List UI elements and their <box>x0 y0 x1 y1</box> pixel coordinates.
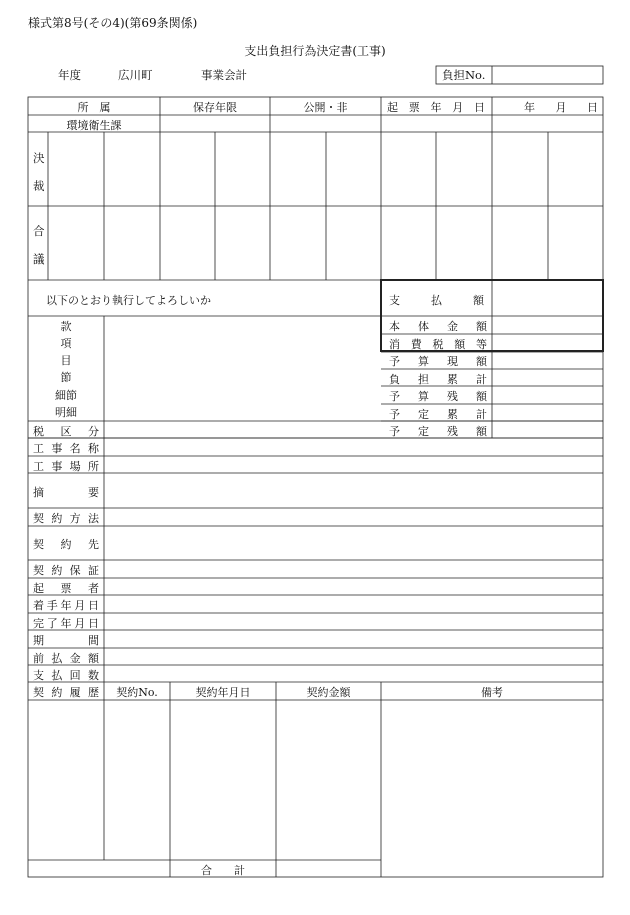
payment-count-label-char: 数 <box>87 669 99 682</box>
body-amount-label-char: 体 <box>418 320 429 333</box>
completion-date-label <box>33 615 99 631</box>
contract-history-label <box>33 684 99 700</box>
drafter-label-char: 者 <box>88 582 99 595</box>
period-label-char: 期 <box>33 634 44 647</box>
draft-date-header-char: 年 <box>430 101 442 114</box>
budget-current-label-char: 予 <box>389 355 400 368</box>
contractor-label <box>33 536 99 552</box>
start-date-label-char: 月 <box>74 599 86 612</box>
budget-current-label <box>389 353 487 369</box>
period-label-char: 間 <box>88 634 99 647</box>
consultation-label: 合 <box>33 224 45 238</box>
contract-method-label-char: 法 <box>87 512 99 525</box>
start-date-label-char: 年 <box>60 599 72 612</box>
contract-method-label-char: 約 <box>51 512 63 525</box>
date-header <box>524 99 598 115</box>
tax-class-label-char: 区 <box>60 425 72 438</box>
fiscal-year-label: 年度 <box>58 68 81 82</box>
burden-total-label-char: 負 <box>389 373 400 386</box>
payment-amount-label-char: 払 <box>431 294 442 307</box>
tax-amount-label-char: 費 <box>410 338 422 351</box>
budget-current-label-char: 額 <box>476 355 487 368</box>
contract-history-label-char: 契 <box>33 686 44 699</box>
contract-history-label-char: 約 <box>51 686 63 699</box>
advance-amount-label-char: 金 <box>69 652 81 665</box>
contractor-label-char: 先 <box>88 538 99 551</box>
dept-value: 環境衛生課 <box>66 119 122 132</box>
summary-label-char: 要 <box>88 486 99 499</box>
payment-count-label-char: 回 <box>69 669 81 682</box>
contract-method-label-char: 方 <box>69 512 81 525</box>
work-place-label-char: 事 <box>51 460 63 473</box>
form-border <box>28 97 603 877</box>
budget-balance-label-char: 額 <box>476 390 487 403</box>
burden-no-box <box>436 66 603 84</box>
contract-no-header: 契約No. <box>116 686 158 699</box>
budget-balance-label <box>389 388 487 404</box>
tax-class-label-char: 分 <box>88 425 99 438</box>
budget-current-label-char: 算 <box>418 355 429 368</box>
work-name-label <box>33 440 99 456</box>
completion-date-label-char: 年 <box>60 617 72 630</box>
draft-date-header-char: 日 <box>474 101 485 114</box>
planned-balance-label-char: 予 <box>389 425 400 438</box>
planned-total-label-char: 計 <box>476 408 487 421</box>
approval-label: 裁 <box>33 179 45 193</box>
planned-balance-label <box>389 423 487 439</box>
start-date-label-char: 日 <box>88 599 99 612</box>
summary-label-char: 摘 <box>33 486 44 499</box>
planned-total-label-char: 予 <box>389 408 400 421</box>
budget-item-label: 目 <box>60 354 72 367</box>
contract-guarantee-label <box>33 562 99 578</box>
burden-total-label <box>389 371 487 387</box>
summary-label <box>33 484 99 500</box>
drafter-label-char: 起 <box>33 582 44 595</box>
burden-total-label-char: 累 <box>447 373 458 386</box>
disclosure-header: 公開・非 <box>303 101 348 114</box>
budget-current-label-char: 現 <box>447 355 458 368</box>
work-place-label <box>33 458 99 474</box>
advance-amount-label-char: 額 <box>87 652 99 665</box>
execution-statement: 以下のとおり執行してよろしいか <box>46 294 211 307</box>
body-amount-label-char: 金 <box>447 320 458 333</box>
contract-date-header: 契約年月日 <box>195 686 251 699</box>
payment-count-label <box>33 667 99 683</box>
work-name-label-char: 事 <box>51 442 63 455</box>
planned-total-label-char: 定 <box>418 408 429 421</box>
payment-amount-label-char: 額 <box>473 294 484 307</box>
body-amount-label-char: 額 <box>476 320 487 333</box>
document-title: 支出負担行為決定書(工事) <box>244 44 386 58</box>
tax-amount-label-char: 消 <box>389 338 400 351</box>
burden-total-label-char: 担 <box>418 373 429 386</box>
period-label <box>33 632 99 648</box>
budget-item-label: 項 <box>60 337 72 350</box>
start-date-label-char: 着 <box>33 599 44 612</box>
burden-no-label: 負担No. <box>442 68 486 82</box>
contractor-label-char: 契 <box>33 538 44 551</box>
work-place-label-char: 場 <box>69 460 81 473</box>
advance-amount-label <box>33 650 99 666</box>
planned-balance-label-char: 残 <box>447 425 458 438</box>
completion-date-label-char: 月 <box>74 617 86 630</box>
remarks-header: 備考 <box>481 686 503 699</box>
completion-date-label-char: 完 <box>33 617 44 630</box>
start-date-label-char: 手 <box>46 599 58 612</box>
drafter-label <box>33 580 99 596</box>
work-name-label-char: 工 <box>33 442 44 455</box>
work-place-label-char: 工 <box>33 460 44 473</box>
burden-total-label-char: 計 <box>476 373 487 386</box>
advance-amount-label-char: 前 <box>33 652 44 665</box>
payment-amount-label-char: 支 <box>389 294 400 307</box>
advance-amount-label-char: 払 <box>51 652 63 665</box>
tax-amount-label-char: 税 <box>432 338 444 351</box>
dept-header: 所 属 <box>77 101 111 114</box>
payment-count-label-char: 支 <box>33 669 44 682</box>
contract-method-label <box>33 510 99 526</box>
total-label: 合 計 <box>201 864 245 877</box>
start-date-label <box>33 597 99 613</box>
contract-guarantee-label-char: 証 <box>87 564 99 577</box>
drafter-label-char: 票 <box>60 582 72 595</box>
body-amount-label <box>389 318 487 334</box>
budget-balance-label-char: 予 <box>389 390 400 403</box>
work-place-label-char: 所 <box>87 460 99 473</box>
budget-balance-label-char: 算 <box>418 390 429 403</box>
date-header-char: 年 <box>524 101 535 114</box>
municipality-name: 広川町 <box>118 68 153 82</box>
payment-amount-label <box>389 292 484 308</box>
completion-date-label-char: 日 <box>88 617 99 630</box>
consultation-label: 議 <box>33 252 45 266</box>
budget-item-label: 節 <box>60 371 72 384</box>
completion-date-label-char: 了 <box>46 617 58 630</box>
contract-history-label-char: 履 <box>69 686 81 699</box>
date-header-char: 日 <box>587 101 598 114</box>
payment-count-label-char: 払 <box>51 669 63 682</box>
body-amount-label-char: 本 <box>389 320 400 333</box>
contract-history-label-char: 歴 <box>87 686 99 699</box>
contract-amount-header: 契約金額 <box>306 686 351 699</box>
tax-class-label-char: 税 <box>33 425 44 438</box>
account-label: 事業会計 <box>201 68 247 82</box>
tax-class-label <box>33 423 99 439</box>
budget-balance-label-char: 残 <box>447 390 458 403</box>
planned-balance-label-char: 額 <box>476 425 487 438</box>
tax-amount-label <box>389 336 487 352</box>
date-header-char: 月 <box>555 101 567 114</box>
budget-item-label: 細節 <box>55 389 77 402</box>
work-name-label-char: 称 <box>87 442 99 455</box>
retention-header: 保存年限 <box>193 101 237 114</box>
contract-guarantee-label-char: 約 <box>51 564 63 577</box>
draft-date-header-char: 月 <box>452 101 464 114</box>
contract-guarantee-label-char: 契 <box>33 564 44 577</box>
contract-guarantee-label-char: 保 <box>69 564 81 577</box>
planned-total-label-char: 累 <box>447 408 458 421</box>
work-name-label-char: 名 <box>69 442 81 455</box>
contractor-label-char: 約 <box>60 538 72 551</box>
draft-date-header <box>387 99 485 115</box>
draft-date-header-char: 票 <box>408 101 420 114</box>
draft-date-header-char: 起 <box>387 101 398 114</box>
contract-method-label-char: 契 <box>33 512 44 525</box>
planned-total-label <box>389 406 487 422</box>
form-number: 様式第8号(その4)(第69条関係) <box>28 16 198 30</box>
planned-balance-label-char: 定 <box>418 425 429 438</box>
budget-item-label: 明細 <box>55 406 77 419</box>
tax-amount-label-char: 額 <box>454 338 466 351</box>
approval-label: 決 <box>33 151 45 165</box>
budget-item-label: 款 <box>60 320 72 333</box>
tax-amount-label-char: 等 <box>476 338 487 351</box>
